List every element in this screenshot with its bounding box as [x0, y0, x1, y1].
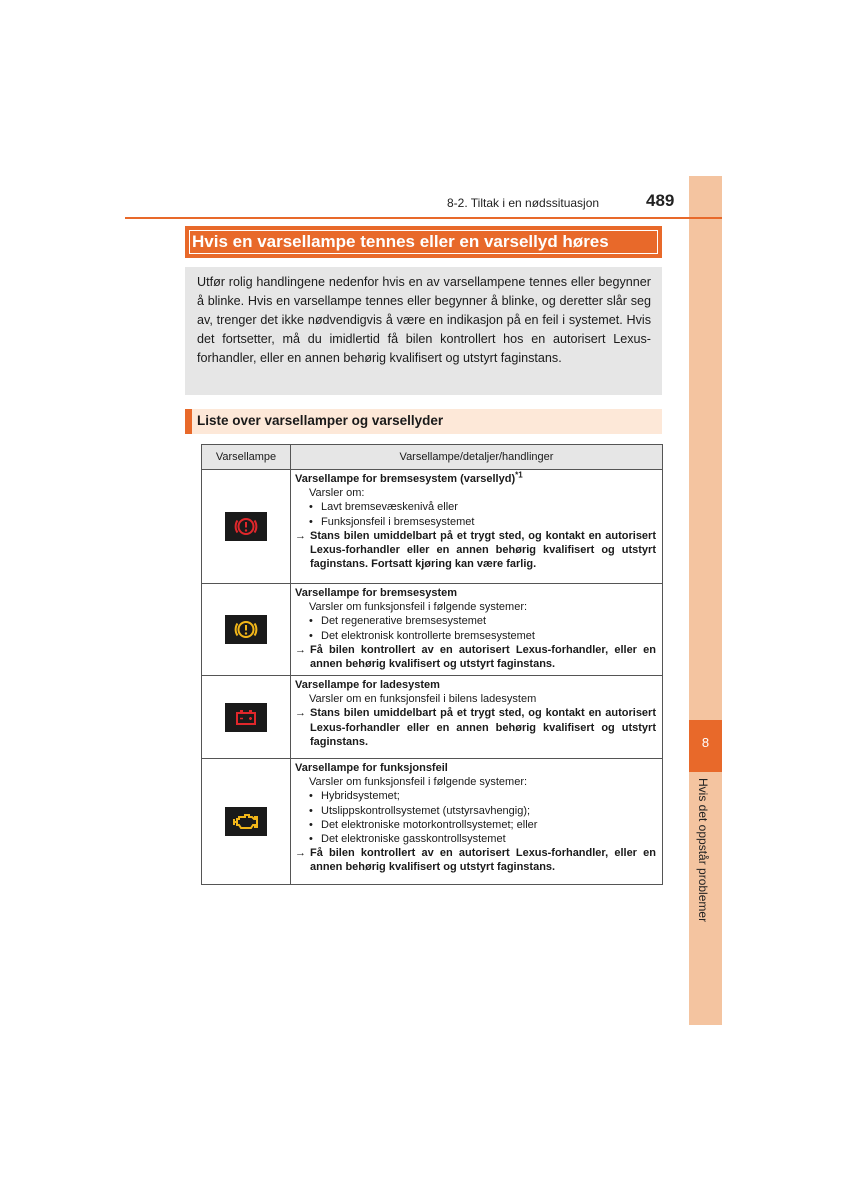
- bullet-text: Lavt bremsevæskenivå eller: [321, 501, 458, 514]
- bullet-text: Det elektronisk kontrollerte bremsesystemet: [321, 629, 535, 642]
- bullet-text: Det elektroniske gasskontrollsystemet: [321, 833, 506, 846]
- section-title-bar: [185, 226, 662, 258]
- header-rule: [125, 217, 722, 219]
- warning-lamp-table: [201, 444, 663, 885]
- action-text: Få bilen kontrollert av en autorisert Lexus-forhandler, eller en annen behørig kvalifisert og utstyrt faginstans.: [310, 847, 656, 874]
- bullet-item: [295, 515, 656, 529]
- lamp-subtext: Varsler om funksjonsfeil i følgende systemer:: [309, 601, 528, 614]
- lamp-title: [295, 678, 656, 692]
- bullet-item: [295, 500, 656, 514]
- lamp-title-text: Varsellampe for bremsesystem (varsellyd): [295, 473, 516, 485]
- lamp-subtext: Varsler om:: [309, 487, 365, 500]
- bullet-mark: •: [309, 629, 313, 642]
- subheading-accent: [185, 409, 192, 434]
- lamp-title-text: Varsellampe for ladesystem: [295, 679, 440, 691]
- table-row: [202, 470, 663, 584]
- lamp-subtext: Varsler om en funksjonsfeil i bilens ladesystem: [309, 693, 537, 706]
- bullet-mark: •: [309, 615, 313, 628]
- battery-charge-icon: [225, 703, 267, 732]
- bullet-item: [295, 629, 656, 643]
- footnote-marker: *1: [515, 470, 523, 480]
- lamp-title: [295, 586, 656, 600]
- bullet-item: [295, 818, 656, 832]
- bullet-text: Det elektroniske motorkontrollsystemet; eller: [321, 818, 538, 831]
- bullet-text: Det regenerative bremsesystemet: [321, 615, 487, 628]
- bullet-item: [295, 832, 656, 846]
- brake-warning-yellow-icon: [225, 615, 267, 644]
- chapter-number: 8: [701, 735, 710, 750]
- details-cell: [291, 470, 663, 584]
- lamp-cell: [202, 584, 291, 676]
- table-row: [202, 676, 663, 759]
- action-instruction: [295, 846, 656, 874]
- bullet-text: Hybridsystemet;: [321, 790, 400, 803]
- lamp-title: [295, 761, 656, 775]
- details-cell: [291, 759, 663, 885]
- intro-box: [185, 267, 662, 395]
- bullet-mark: •: [309, 833, 313, 846]
- action-instruction: [295, 643, 656, 671]
- arrow-icon: →: [295, 529, 306, 542]
- subheading-bar: [185, 409, 662, 434]
- action-instruction: [295, 706, 656, 749]
- action-instruction: [295, 529, 656, 572]
- bullet-mark: •: [309, 818, 313, 831]
- brake-warning-red-icon: [225, 512, 267, 541]
- page-number: 489: [646, 191, 675, 210]
- bullet-text: Utslippskontrollsystemet (utstyrsavhengig);: [321, 804, 531, 817]
- table-row: [202, 759, 663, 885]
- action-text: Få bilen kontrollert av en autorisert Lexus-forhandler, eller en annen behørig kvalifisert og utstyrt faginstans.: [310, 643, 656, 671]
- running-header-section: 8-2. Tiltak i en nødssituasjon: [447, 196, 600, 210]
- lamp-subtext: Varsler om funksjonsfeil i følgende systemer:: [309, 776, 528, 789]
- column-header-lamp: Varsellampe: [202, 445, 291, 470]
- bullet-text: Funksjonsfeil i bremsesystemet: [321, 515, 475, 528]
- table-header-row: [202, 445, 663, 470]
- lamp-title-text: Varsellampe for funksjonsfeil: [295, 762, 448, 774]
- lamp-title: [295, 472, 656, 486]
- bullet-mark: •: [309, 804, 313, 817]
- table-row: [202, 584, 663, 676]
- lamp-cell: [202, 676, 291, 759]
- intro-text: Utfør rolig handlingene nedenfor hvis en av varsellampene tennes eller begynner å blinke. Hvis en varsellampe tennes eller begynner å blinke, og deretter slår seg av, trenger det ikke nødvendigvis å være en indikasjon på en feil i systemet. Hvis det fortsetter, må du imidlertid få bilen kontrollert hos en autorisert Lexus-forhandler, eller en annen behørig kvalifisert og utstyrt faginstans.: [197, 275, 651, 365]
- details-cell: [291, 676, 663, 759]
- bullet-item: [295, 789, 656, 803]
- action-text: Stans bilen umiddelbart på et trygt sted, og kontakt en autorisert Lexus-forhandler eller en annen behørig kvalifisert og utstyrt faginstans. Fortsatt kjøring kan være farlig.: [310, 529, 656, 571]
- arrow-icon: →: [295, 643, 306, 656]
- lamp-cell: [202, 759, 291, 885]
- arrow-icon: →: [295, 707, 306, 720]
- bullet-mark: •: [309, 501, 313, 514]
- lamp-cell: [202, 470, 291, 584]
- action-text: Stans bilen umiddelbart på et trygt sted, og kontakt en autorisert Lexus-forhandler eller en annen behørig kvalifisert og utstyrt faginstans.: [310, 707, 656, 748]
- check-engine-icon: [225, 807, 267, 836]
- section-title: Hvis en varsellampe tennes eller en varsellyd høres: [189, 230, 658, 254]
- bullet-item: [295, 804, 656, 818]
- subheading: Liste over varsellamper og varsellyder: [197, 413, 444, 428]
- chapter-title: Hvis det oppstår problemer: [696, 778, 710, 923]
- bullet-mark: •: [309, 790, 313, 803]
- lamp-title-text: Varsellampe for bremsesystem: [295, 587, 458, 599]
- arrow-icon: →: [295, 847, 306, 860]
- column-header-details: Varsellampe/detaljer/handlinger: [291, 445, 663, 470]
- bullet-mark: •: [309, 515, 313, 528]
- details-cell: [291, 584, 663, 676]
- bullet-item: [295, 614, 656, 628]
